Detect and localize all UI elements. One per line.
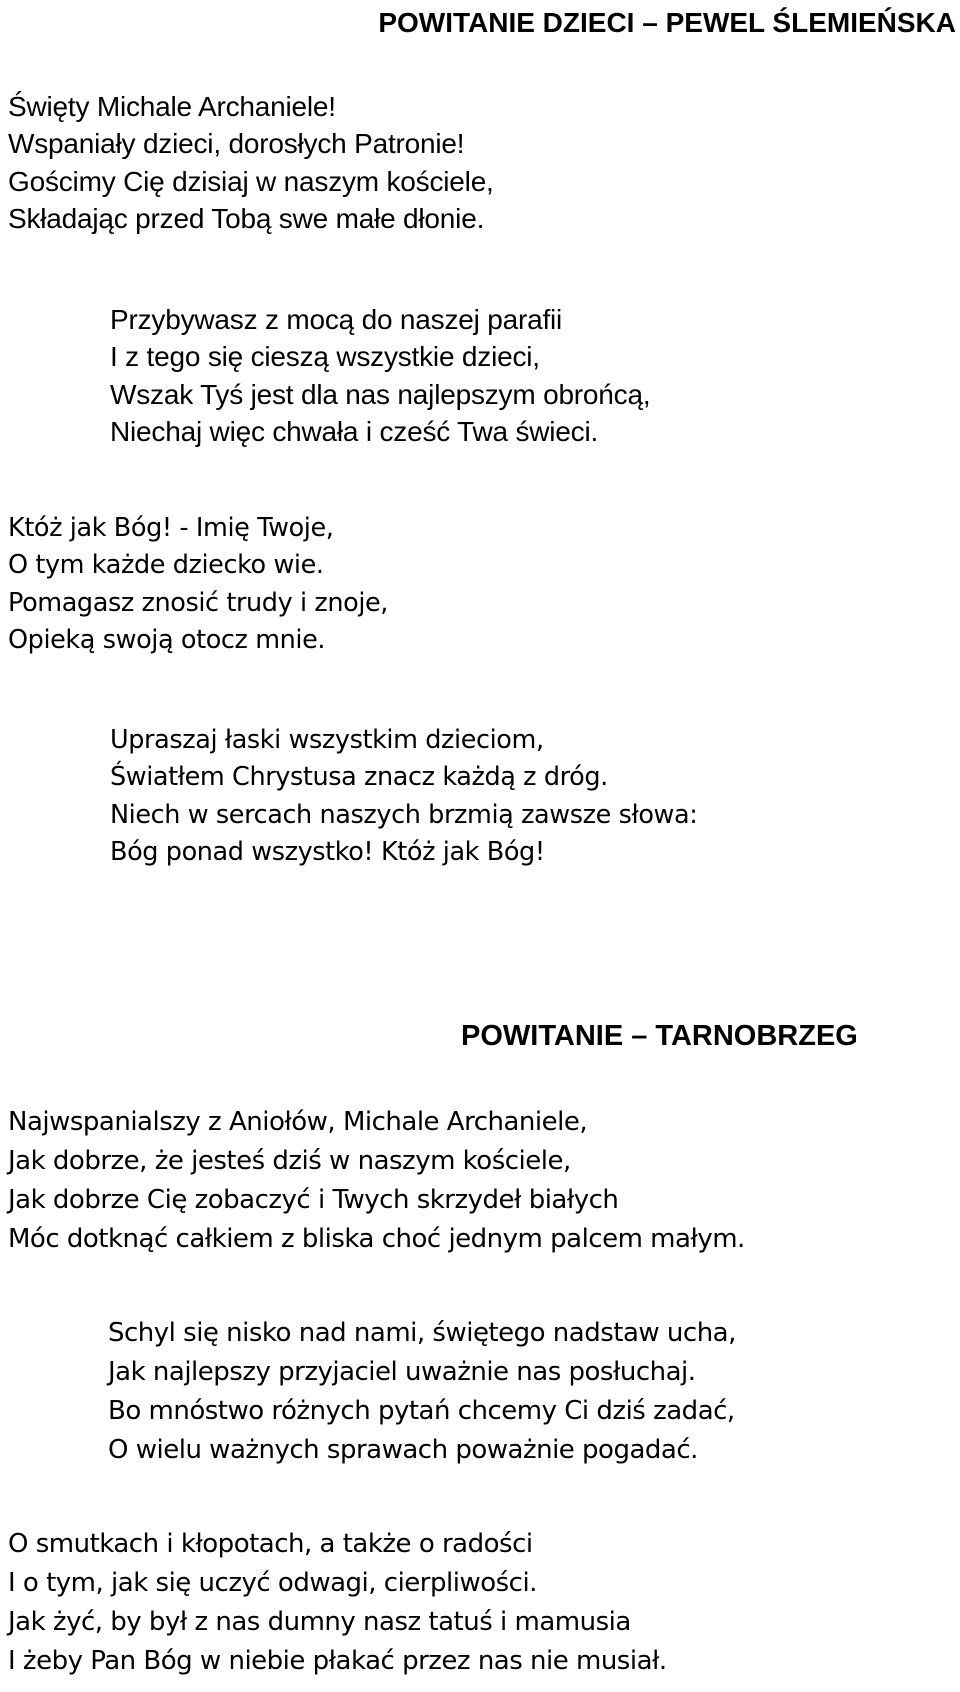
stanza (8, 1103, 745, 1259)
verse-line: Jak najlepszy przyjaciel uważnie nas posłuchaj. (108, 1357, 696, 1387)
verse-line: Wszak Tyś jest dla nas najlepszym obrońcą, (110, 378, 651, 410)
verse-line: Schyl się nisko nad nami, świętego nadstaw ucha, (108, 1318, 736, 1348)
verse-line: Składając przed Tobą swe małe dłonie. (8, 202, 485, 234)
verse-line: Bo mnóstwo różnych pytań chcemy Ci dziś zadać, (108, 1396, 735, 1426)
stanza (8, 510, 388, 659)
verse-line: Móc dotknąć całkiem z bliska choć jednym palcem małym. (8, 1224, 745, 1254)
verse-line: O tym każde dziecko wie. (8, 550, 324, 581)
verse-line: Opieką swoją otocz mnie. (8, 624, 326, 655)
verse-line: O wielu ważnych sprawach poważnie pogadać. (108, 1435, 698, 1465)
poem-title: POWITANIE DZIECI – PEWEL ŚLEMIEŃSKA (378, 7, 956, 38)
stanza (110, 722, 697, 871)
verse-line: O smutkach i kłopotach, a także o radości (8, 1529, 533, 1559)
verse-line: Któż jak Bóg! - Imię Twoje, (8, 513, 334, 543)
verse-line: I z tego się cieszą wszystkie dzieci, (110, 341, 540, 373)
verse-line: Pomagasz znosić trudy i znoje, (8, 587, 389, 618)
verse-line: Jak dobrze Cię zobaczyć i Twych skrzydeł białych (8, 1185, 619, 1215)
verse-line: Święty Michale Archaniele! (8, 91, 336, 122)
stanza (108, 1314, 736, 1470)
verse-line: Bóg ponad wszystko! Któż jak Bóg! (110, 836, 545, 867)
verse-line: I żeby Pan Bóg w niebie płakać przez nas nie musiał. (8, 1646, 667, 1676)
poem-title: POWITANIE – TARNOBRZEG (461, 1020, 858, 1052)
verse-line: Gościmy Cię dzisiaj w naszym kościele, (8, 165, 494, 197)
verse-line: Najwspanialszy z Aniołów, Michale Archaniele, (8, 1107, 588, 1137)
verse-line: Przybywasz z mocą do naszej parafii (110, 304, 563, 335)
verse-line: Niech w sercach naszych brzmią zawsze słowa: (110, 799, 698, 830)
stanza (110, 301, 650, 450)
verse-line: Światłem Chrystusa znacz każdą z dróg. (110, 762, 608, 793)
stanza (8, 1525, 667, 1681)
verse-line: Jak dobrze, że jesteś dziś w naszym kościele, (8, 1146, 571, 1176)
verse-line: Niechaj więc chwała i cześć Twa świeci. (110, 415, 599, 447)
verse-line: I o tym, jak się uczyć odwagi, cierpliwości. (8, 1568, 537, 1598)
verse-line: Jak żyć, by był z nas dumny nasz tatuś i mamusia (8, 1607, 631, 1637)
verse-line: Wspaniały dzieci, dorosłych Patronie! (8, 128, 465, 160)
stanza (8, 88, 494, 237)
verse-line: Upraszaj łaski wszystkim dzieciom, (110, 725, 544, 755)
